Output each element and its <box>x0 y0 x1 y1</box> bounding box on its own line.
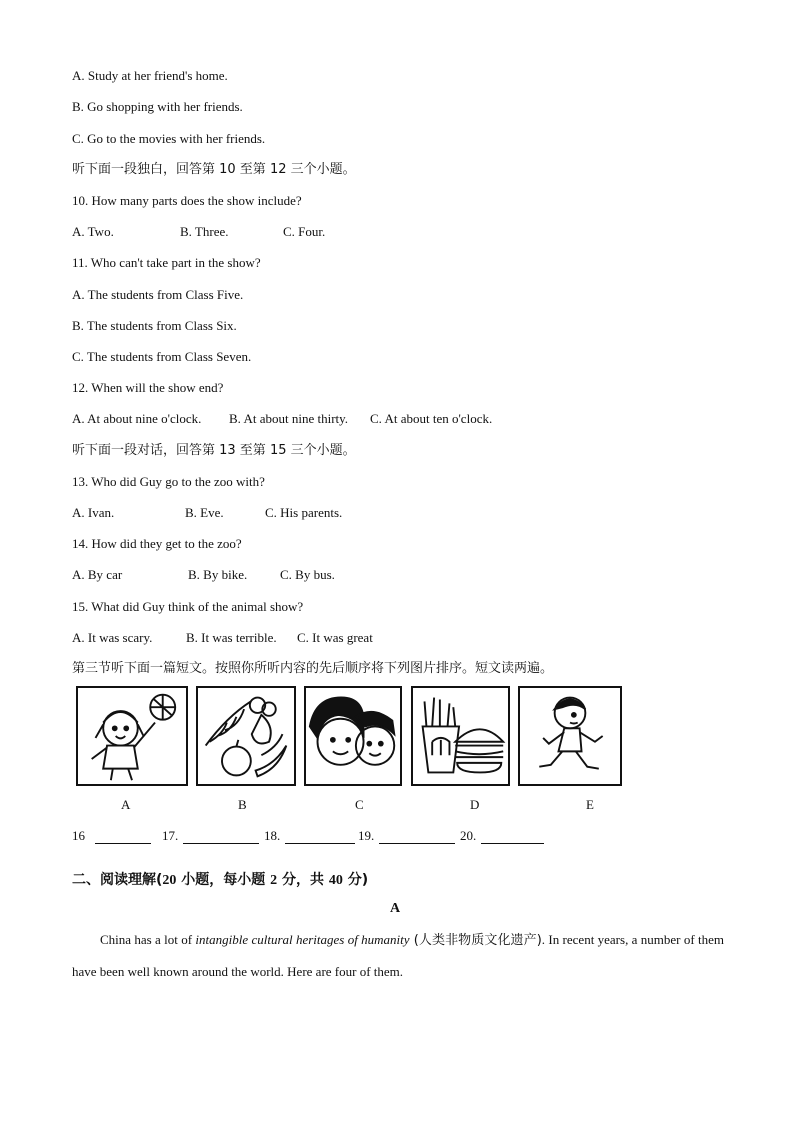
q14-option-c: C. By bus. <box>280 567 335 582</box>
running-boy-icon <box>518 686 622 786</box>
q11-option-a: A. The students from Class Five. <box>72 287 244 302</box>
answer-blank-19[interactable] <box>379 843 455 844</box>
q11-option-b: B. The students from Class Six. <box>72 318 237 333</box>
heading-total: 40 <box>328 873 343 888</box>
passage-paragraph <box>72 924 724 987</box>
q10-option-a: A. Two. <box>72 224 114 239</box>
q15-option-a: A. It was scary. <box>72 630 153 645</box>
heading-suffix: 分) <box>342 872 369 888</box>
heading-count: 20 <box>162 873 177 888</box>
picture-label-c: C <box>355 797 364 812</box>
passage-cn-gloss: (人类非物质文化遗产) <box>409 933 542 948</box>
q13-question: 13. Who did Guy go to the zoo with? <box>72 474 265 489</box>
answer-blank-16[interactable] <box>95 843 151 844</box>
picture-label-e: E <box>586 797 594 812</box>
q13-option-c: C. His parents. <box>265 505 343 520</box>
answer-blank-20[interactable] <box>481 843 544 844</box>
blank-label-20: 20. <box>460 828 477 843</box>
q14-question: 14. How did they get to the zoo? <box>72 536 242 551</box>
picture-label-a: A <box>121 797 131 812</box>
q10-option-b: B. Three. <box>180 224 229 239</box>
heading-points: 2 <box>270 873 278 888</box>
q12-option-b: B. At about nine thirty. <box>229 411 349 426</box>
q9-option-b: B. Go shopping with her friends. <box>72 99 243 114</box>
instruction-dialogue: 听下面一段对话，回答第 13 至第 15 三个小题。 <box>72 443 356 458</box>
heading-prefix: 二、阅读理解( <box>72 872 163 888</box>
picture-label-d: D <box>470 797 480 812</box>
q9-option-c: C. Go to the movies with her friends. <box>72 131 266 146</box>
q15-option-b: B. It was terrible. <box>186 630 277 645</box>
q14-option-a: A. By car <box>72 567 123 582</box>
q12-option-c: C. At about ten o'clock. <box>370 411 493 426</box>
q11-option-c: C. The students from Class Seven. <box>72 349 252 364</box>
q14-option-b: B. By bike. <box>188 567 248 582</box>
q15-question: 15. What did Guy think of the animal show? <box>72 599 304 614</box>
answer-blank-17[interactable] <box>183 843 259 844</box>
blank-label-16: 16 <box>72 828 85 843</box>
passage-start: China has a lot of <box>100 932 196 947</box>
heading-mid2: 分，共 <box>277 872 329 888</box>
heading-mid1: 小题，每小题 <box>176 872 271 888</box>
vegetables-and-fruits-icon <box>196 686 296 786</box>
q15-option-c: C. It was great <box>297 630 373 645</box>
q12-option-a: A. At about nine o'clock. <box>72 411 202 426</box>
q10-option-c: C. Four. <box>283 224 326 239</box>
passage-letter: A <box>390 901 401 916</box>
q11-question: 11. Who can't take part in the show? <box>72 255 261 270</box>
blank-label-17: 17. <box>162 828 179 843</box>
instruction-monologue: 听下面一段独白，回答第 10 至第 12 三个小题。 <box>72 162 356 177</box>
blank-label-18: 18. <box>264 828 281 843</box>
two-children-faces-icon <box>304 686 402 786</box>
answer-blank-18[interactable] <box>285 843 355 844</box>
blank-label-19: 19. <box>358 828 375 843</box>
passage-italic-term: intangible cultural heritages of humanity <box>195 932 410 947</box>
girl-with-ball-icon <box>76 686 188 786</box>
q10-question: 10. How many parts does the show include? <box>72 193 302 208</box>
q13-option-b: B. Eve. <box>185 505 224 520</box>
q9-option-a: A. Study at her friend's home. <box>72 68 228 83</box>
fries-and-burger-icon <box>411 686 510 786</box>
picture-label-b: B <box>238 797 247 812</box>
q12-question: 12. When will the show end? <box>72 380 224 395</box>
passage-rest: . In recent years, a number of them have been well known around the world. Here are four of them. <box>72 932 724 979</box>
reading-section-heading <box>72 869 368 889</box>
q13-option-a: A. Ivan. <box>72 505 115 520</box>
section3-instruction: 第三节听下面一篇短文。按照你所听内容的先后顺序将下列图片排序。短文读两遍。 <box>72 661 554 676</box>
